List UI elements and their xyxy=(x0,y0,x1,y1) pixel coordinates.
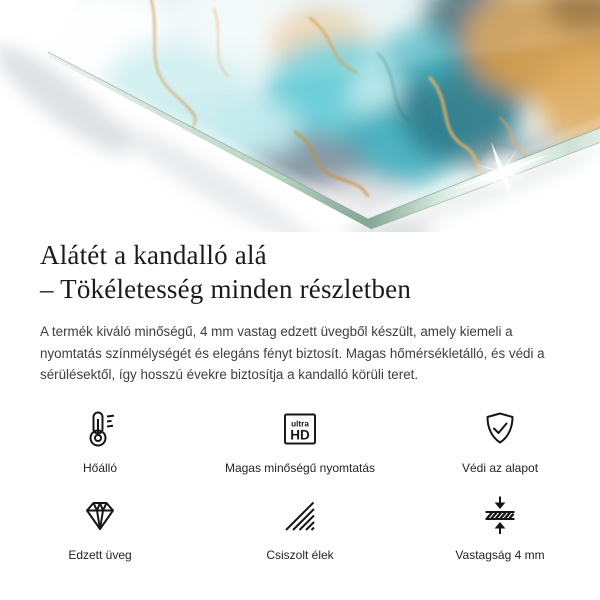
feature-protects-base xyxy=(400,403,600,475)
ultra-hd-icon-text-bottom: HD xyxy=(290,427,310,442)
ultra-hd-icon xyxy=(280,403,320,449)
glass-panel-illustration xyxy=(0,0,600,232)
page-title-line1: Alátét a kandalló alá xyxy=(40,240,267,270)
product-image xyxy=(0,0,600,232)
feature-thickness xyxy=(400,490,600,562)
diamond-icon xyxy=(80,490,120,536)
page-title xyxy=(40,238,560,306)
thermometer-icon xyxy=(80,403,120,449)
feature-print-quality xyxy=(200,403,400,475)
shield-check-icon xyxy=(480,403,520,449)
feature-label: Hőálló xyxy=(82,460,118,475)
feature-polished-edges xyxy=(200,490,400,562)
feature-heat-resistant xyxy=(0,403,200,475)
page-title-line2: – Tökéletesség minden részletben xyxy=(40,274,412,304)
product-info-section xyxy=(0,238,600,562)
ultra-hd-icon-text-top: ultra xyxy=(291,419,309,428)
feature-label: Csiszolt élek xyxy=(266,547,334,562)
feature-label: Védi az alapot xyxy=(461,460,539,475)
feature-tempered-glass xyxy=(0,490,200,562)
features-grid xyxy=(0,403,600,562)
polished-edges-icon xyxy=(280,490,320,536)
feature-label: Edzett üveg xyxy=(68,547,132,562)
product-description: A termék kiváló minőségű, 4 mm vastag edzett üvegből készült, amely kiemeli a nyomtatás színmélységét és elegáns fényt biztosít. Magas hőmérsékletálló, és védi a sérülésektől, így hosszú évekre biztosítja a kandalló körüli teret. xyxy=(40,324,545,382)
feature-label: Magas minőségű nyomtatás xyxy=(224,460,376,475)
thickness-icon xyxy=(480,490,520,536)
feature-label: Vastagság 4 mm xyxy=(455,547,545,562)
